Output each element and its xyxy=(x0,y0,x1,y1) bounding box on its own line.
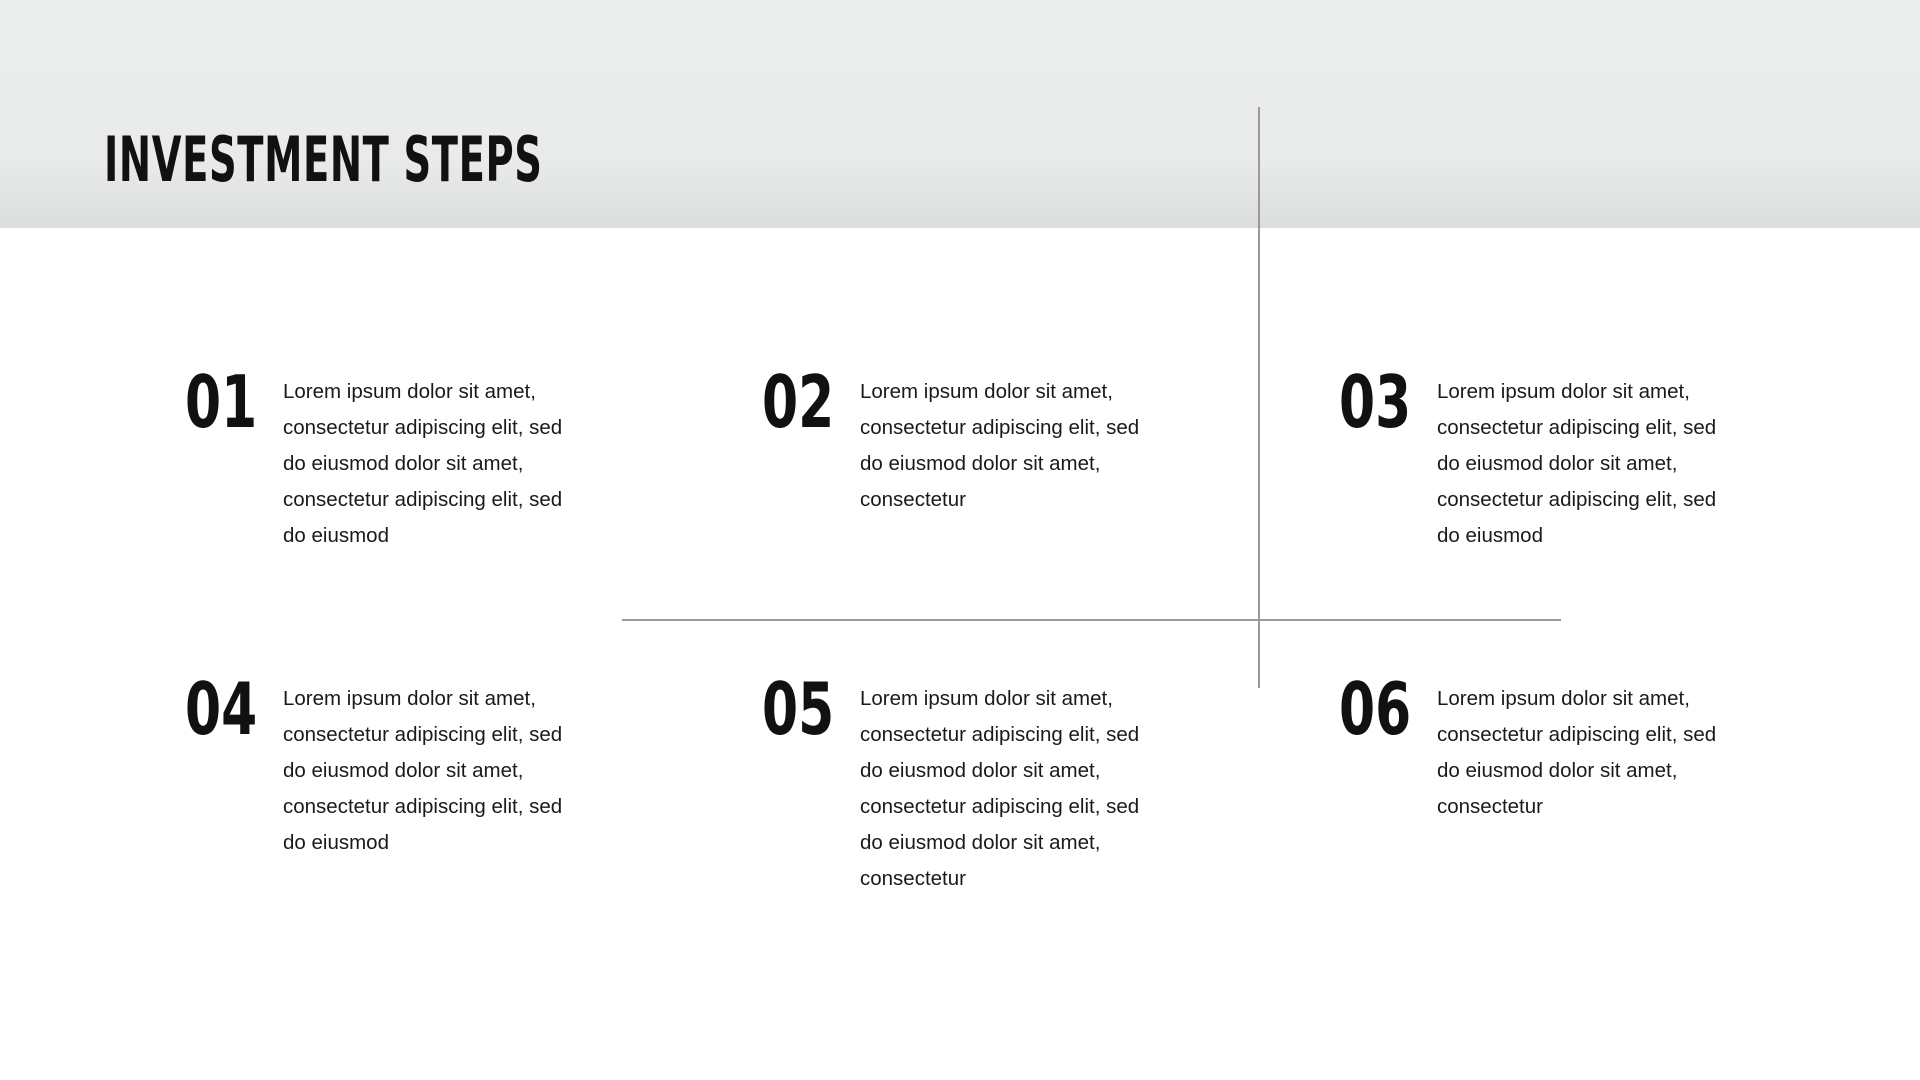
step-number: 04 xyxy=(185,667,258,751)
step-number: 06 xyxy=(1339,667,1412,751)
step-number: 01 xyxy=(185,360,258,444)
page-title: INVESTMENT STEPS xyxy=(104,123,543,196)
step-number: 02 xyxy=(762,360,835,444)
horizontal-divider xyxy=(622,619,1561,621)
vertical-divider xyxy=(1258,107,1260,688)
step-description: Lorem ipsum dolor sit amet, consectetur adipiscing elit, sed do eiusmod dolor sit amet, consectetur adipiscing elit, sed do eiusmod xyxy=(283,687,563,854)
step-description: Lorem ipsum dolor sit amet, consectetur adipiscing elit, sed do eiusmod dolor sit amet, consectetur adipiscing elit, sed do eiusmod xyxy=(283,380,563,547)
step-description: Lorem ipsum dolor sit amet, consectetur adipiscing elit, sed do eiusmod dolor sit amet, consectetur adipiscing elit, sed do eiusmod xyxy=(1437,380,1717,547)
step-number: 05 xyxy=(762,667,835,751)
step-description: Lorem ipsum dolor sit amet, consectetur adipiscing elit, sed do eiusmod dolor sit amet, consectetur adipiscing elit, sed do eiusmod dolor sit amet, consectetur xyxy=(860,687,1140,890)
step-description: Lorem ipsum dolor sit amet, consectetur adipiscing elit, sed do eiusmod dolor sit amet, consectetur xyxy=(860,380,1140,511)
step-description: Lorem ipsum dolor sit amet, consectetur adipiscing elit, sed do eiusmod dolor sit amet, consectetur xyxy=(1437,687,1717,818)
step-number: 03 xyxy=(1339,360,1412,444)
